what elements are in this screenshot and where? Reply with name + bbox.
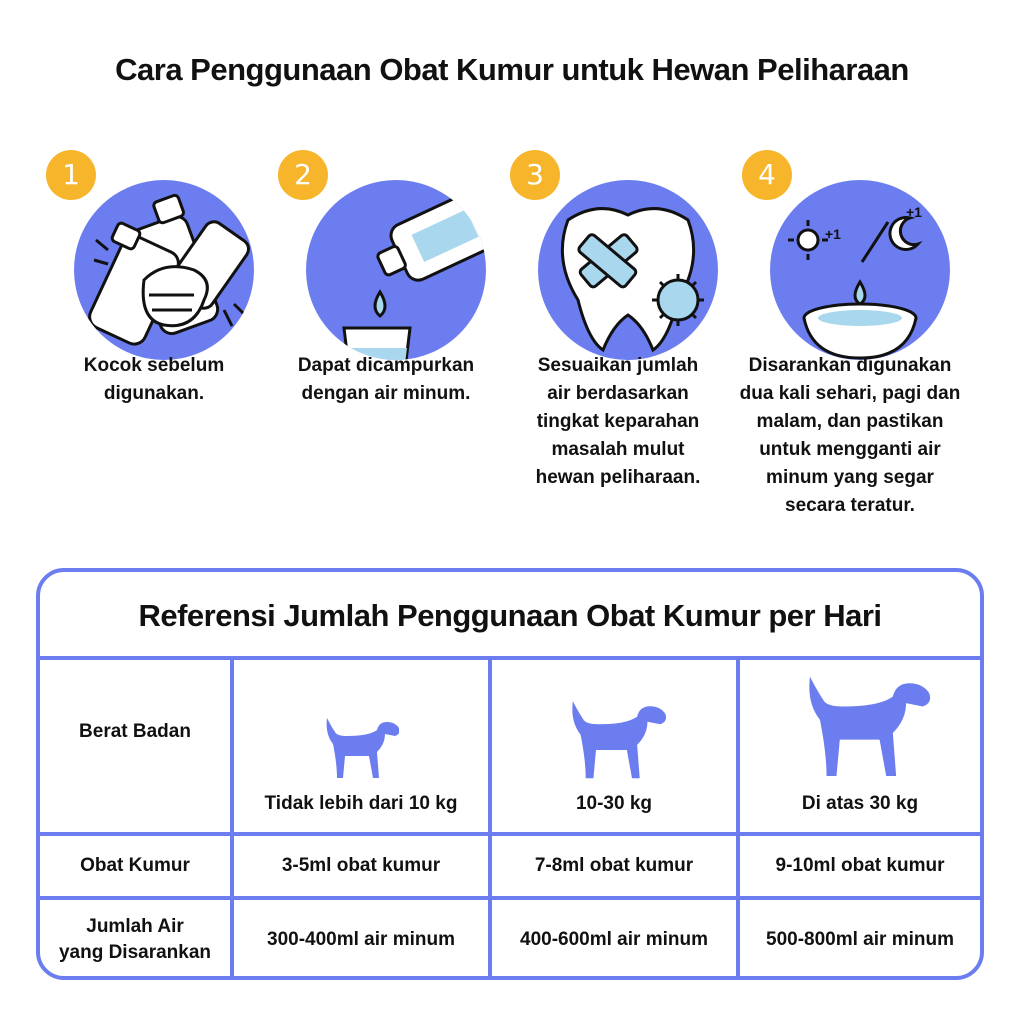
page-title: Cara Penggunaan Obat Kumur untuk Hewan Peliharaan <box>115 52 909 87</box>
mouthwash-medium: 7-8ml obat kumur <box>534 855 694 876</box>
large-dog-icon <box>792 670 934 786</box>
water-small: 300-400ml air minum <box>267 929 455 950</box>
step-number-badge: 2 <box>278 150 328 200</box>
reference-table <box>36 568 984 980</box>
weight-large: Di atas 30 kg <box>801 793 919 814</box>
pour-water-icon <box>306 180 486 360</box>
step-number-badge: 3 <box>510 150 560 200</box>
step-number-badge: 1 <box>46 150 96 200</box>
row-label-water: Jumlah Air yang Disarankan <box>58 916 212 963</box>
tooth-germ-icon <box>538 180 718 360</box>
row-label-mouthwash: Obat Kumur <box>80 855 190 876</box>
weight-medium: 10-30 kg <box>575 793 653 814</box>
mouthwash-small: 3-5ml obat kumur <box>281 855 441 876</box>
weight-small: Tidak lebih dari 10 kg <box>264 793 458 814</box>
mouthwash-large: 9-10ml obat kumur <box>775 855 945 876</box>
step-description: Sesuaikan jumlah air berdasarkan tingkat keparahan masalah mulut hewan peliharaan. <box>535 355 701 488</box>
step-description: Kocok sebelum digunakan. <box>83 355 225 404</box>
medium-dog-icon <box>559 696 669 786</box>
moon-count-label: +1 <box>906 204 922 220</box>
small-dog-icon <box>319 714 399 784</box>
step-number-badge: 4 <box>742 150 792 200</box>
step-description: Disarankan digunakan dua kali sehari, pagi dan malam, dan pastikan untuk mengganti air minum yang segar secara teratur. <box>739 355 961 516</box>
table-title: Referensi Jumlah Penggunaan Obat Kumur per Hari <box>40 572 980 660</box>
water-large: 500-800ml air minum <box>766 929 954 950</box>
row-label-weight: Berat Badan <box>79 721 191 742</box>
shake-bottle-icon <box>74 180 254 360</box>
sun-count-label: +1 <box>825 226 841 242</box>
water-medium: 400-600ml air minum <box>520 929 708 950</box>
pet-bowl-icon <box>770 180 950 360</box>
step-description: Dapat dicampurkan dengan air minum. <box>297 355 475 404</box>
